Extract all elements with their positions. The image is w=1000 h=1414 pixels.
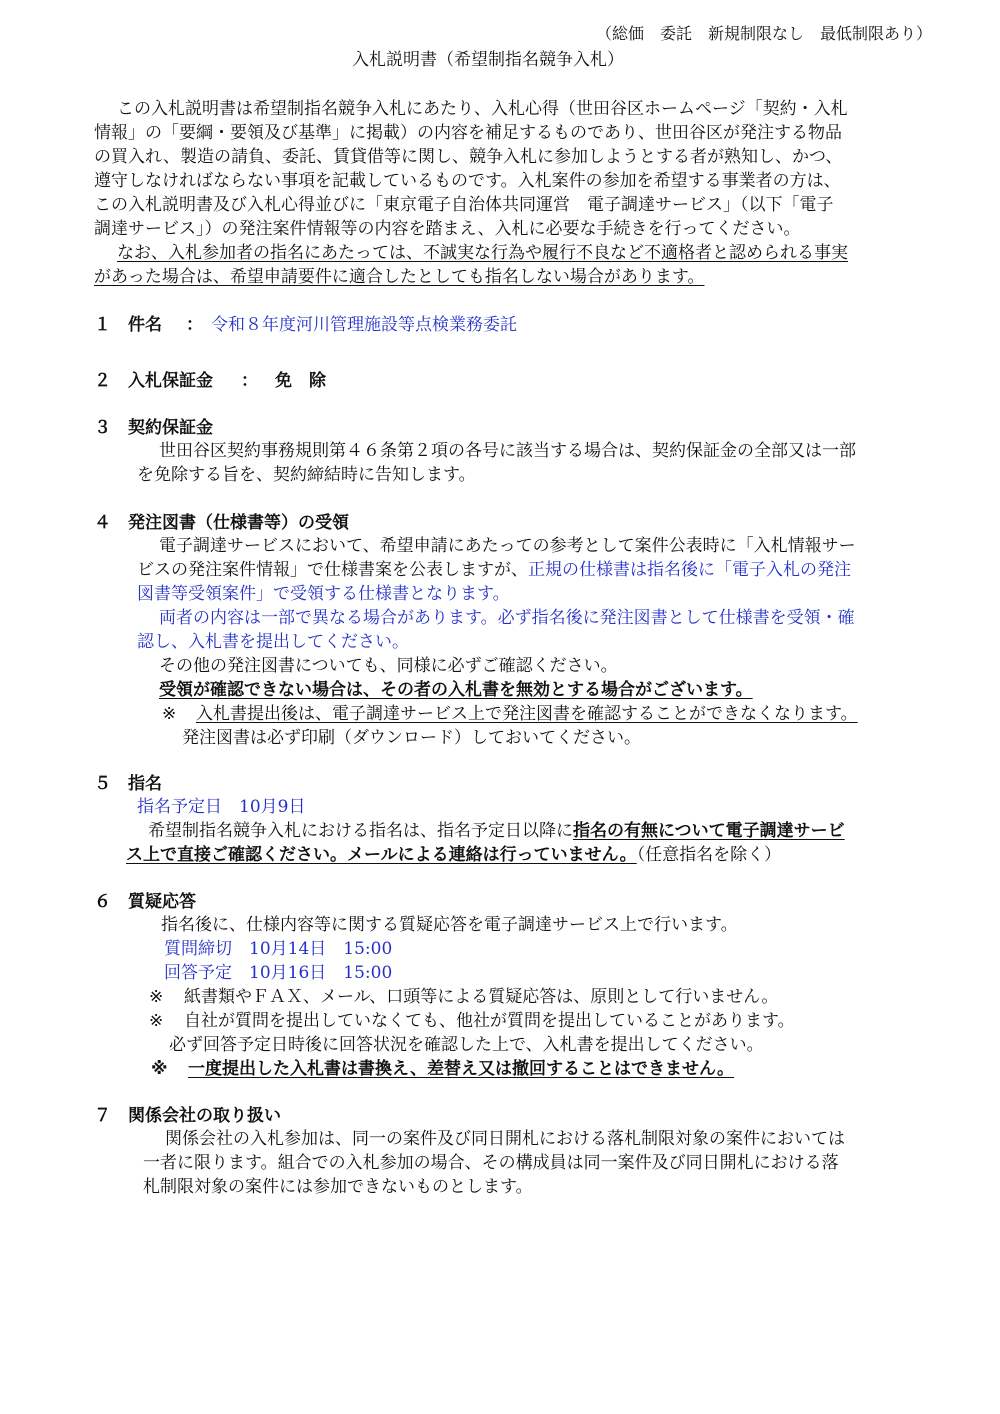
body-line: 発注図書は必ず印刷（ダウンロード）しておいてください。 bbox=[182, 728, 641, 748]
nomination-date: 指名予定日 10月9日 bbox=[137, 797, 306, 817]
intro-line: この入札説明書及び入札心得並びに「東京電子自治体共同運営 電子調達サービス」（以下「電子 bbox=[94, 195, 834, 215]
note-mark: ※ bbox=[149, 987, 164, 1007]
label-separator: ： bbox=[186, 315, 203, 335]
question-deadline: 質問締切 10月14日 15:00 bbox=[164, 939, 393, 959]
label-separator: ： bbox=[241, 371, 258, 391]
body-text: 希望制指名競争入札における指名は、指名予定日以降に bbox=[148, 821, 573, 841]
warning-text: 指名の有無について電子調達サービ bbox=[573, 821, 845, 841]
highlight-text: 正規の仕様書は指名後に「電子入札の発注 bbox=[528, 560, 851, 580]
intro-line: この入札説明書は希望制指名競争入札にあたり、入札心得（世田谷区ホームページ「契約・入札 bbox=[117, 99, 848, 119]
body-text: （任意指名を除く） bbox=[636, 845, 782, 865]
highlight-line: 認し、入札書を提出してください。 bbox=[137, 632, 409, 652]
highlight-line: 図書等受領案件」で受領する仕様書となります。 bbox=[137, 584, 510, 604]
section-label: 件名 bbox=[128, 315, 162, 335]
body-line bbox=[148, 819, 845, 843]
warning-line: 受領が確認できない場合は、その者の入札書を無効とする場合がございます。 bbox=[159, 680, 753, 700]
body-line: 札制限対象の案件には参加できないものとします。 bbox=[143, 1177, 533, 1197]
section-number: ４ bbox=[94, 513, 111, 533]
section-number: ７ bbox=[94, 1106, 111, 1126]
body-line: を免除する旨を、契約締結時に告知します。 bbox=[137, 465, 476, 485]
body-line bbox=[126, 843, 781, 867]
answer-schedule: 回答予定 10月16日 15:00 bbox=[164, 963, 393, 983]
note-mark: ※ bbox=[149, 1011, 164, 1031]
note-line: 必ず回答予定日時後に回答状況を確認した上で、入札書を提出してください。 bbox=[169, 1035, 764, 1055]
bid-bond-value: 免 除 bbox=[275, 371, 326, 391]
warning-line: 入札書提出後は、電子調達サービス上で発注図書を確認することができなくなります。 bbox=[196, 704, 858, 724]
section-title: 契約保証金 bbox=[128, 418, 213, 438]
intro-line: 情報」の「要綱・要領及び基準」に掲載）の内容を補足するものであり、世田谷区が発注する物品 bbox=[94, 123, 842, 143]
section-title: 発注図書（仕様書等）の受領 bbox=[128, 513, 349, 533]
intro-warning-line: なお、入札参加者の指名にあたっては、不誠実な行為や履行不良など不適格者と認められる事実 bbox=[117, 243, 848, 263]
section-number: ６ bbox=[94, 892, 111, 912]
note-line: 自社が質問を提出していなくても、他社が質問を提出していることがあります。 bbox=[184, 1011, 795, 1031]
intro-line: の買入れ、製造の請負、委託、賃貸借等に関し、競争入札に参加しようとする者が熟知し、かつ、 bbox=[94, 147, 843, 167]
section-number: ５ bbox=[94, 774, 111, 794]
section-number: ３ bbox=[94, 418, 111, 438]
page-title: 入札説明書（希望制指名競争入札） bbox=[352, 50, 624, 70]
intro-line: 遵守しなければならない事項を記載しているものです。入札案件の参加を希望する事業者の方は、 bbox=[94, 171, 841, 191]
warning-line: 一度提出した入札書は書換え、差替え又は撤回することはできません。 bbox=[188, 1059, 735, 1079]
note-line: 紙書類やＦＡＸ、メール、口頭等による質疑応答は、原則として行いません。 bbox=[184, 987, 779, 1007]
body-line: 一者に限ります。組合での入札参加の場合、その構成員は同一案件及び同日開札における落 bbox=[143, 1153, 839, 1173]
section-title: 質疑応答 bbox=[128, 892, 196, 912]
body-line: 指名後に、仕様内容等に関する質疑応答を電子調達サービス上で行います。 bbox=[161, 915, 738, 935]
section-title: 指名 bbox=[128, 774, 162, 794]
body-line: その他の発注図書についても、同様に必ずご確認ください。 bbox=[159, 656, 618, 676]
body-line: 世田谷区契約事務規則第４６条第２項の各号に該当する場合は、契約保証金の全部又は一部 bbox=[159, 441, 856, 461]
section-number: １ bbox=[94, 315, 111, 335]
body-text: ビスの発注案件情報」で仕様書案を公表しますが、 bbox=[137, 560, 528, 580]
subject-value: 令和８年度河川管理施設等点検業務委託 bbox=[211, 315, 517, 335]
section-number: ２ bbox=[94, 371, 111, 391]
warning-text: ス上で直接ご確認ください。メールによる連絡は行っていません。 bbox=[126, 845, 637, 865]
note-mark: ※ bbox=[162, 704, 177, 724]
header-note: （総価 委託 新規制限なし 最低制限あり） bbox=[596, 24, 933, 43]
intro-warning-line: があった場合は、希望申請要件に適合したとしても指名しない場合があります。 bbox=[94, 267, 705, 287]
highlight-line: 両者の内容は一部で異なる場合があります。必ず指名後に発注図書として仕様書を受領・確 bbox=[159, 608, 855, 628]
body-line: 関係会社の入札参加は、同一の案件及び同日開札における落札制限対象の案件においては bbox=[165, 1129, 845, 1149]
body-line: 電子調達サービスにおいて、希望申請にあたっての参考として案件公表時に「入札情報サー bbox=[159, 536, 856, 556]
intro-line: 調達サービス」）の発注案件情報等の内容を踏まえ、入札に必要な手続きを行ってください。 bbox=[94, 219, 801, 239]
body-line bbox=[137, 558, 851, 582]
section-title: 関係会社の取り扱い bbox=[128, 1106, 281, 1126]
section-label: 入札保証金 bbox=[128, 371, 213, 391]
note-mark: ※ bbox=[151, 1059, 168, 1079]
